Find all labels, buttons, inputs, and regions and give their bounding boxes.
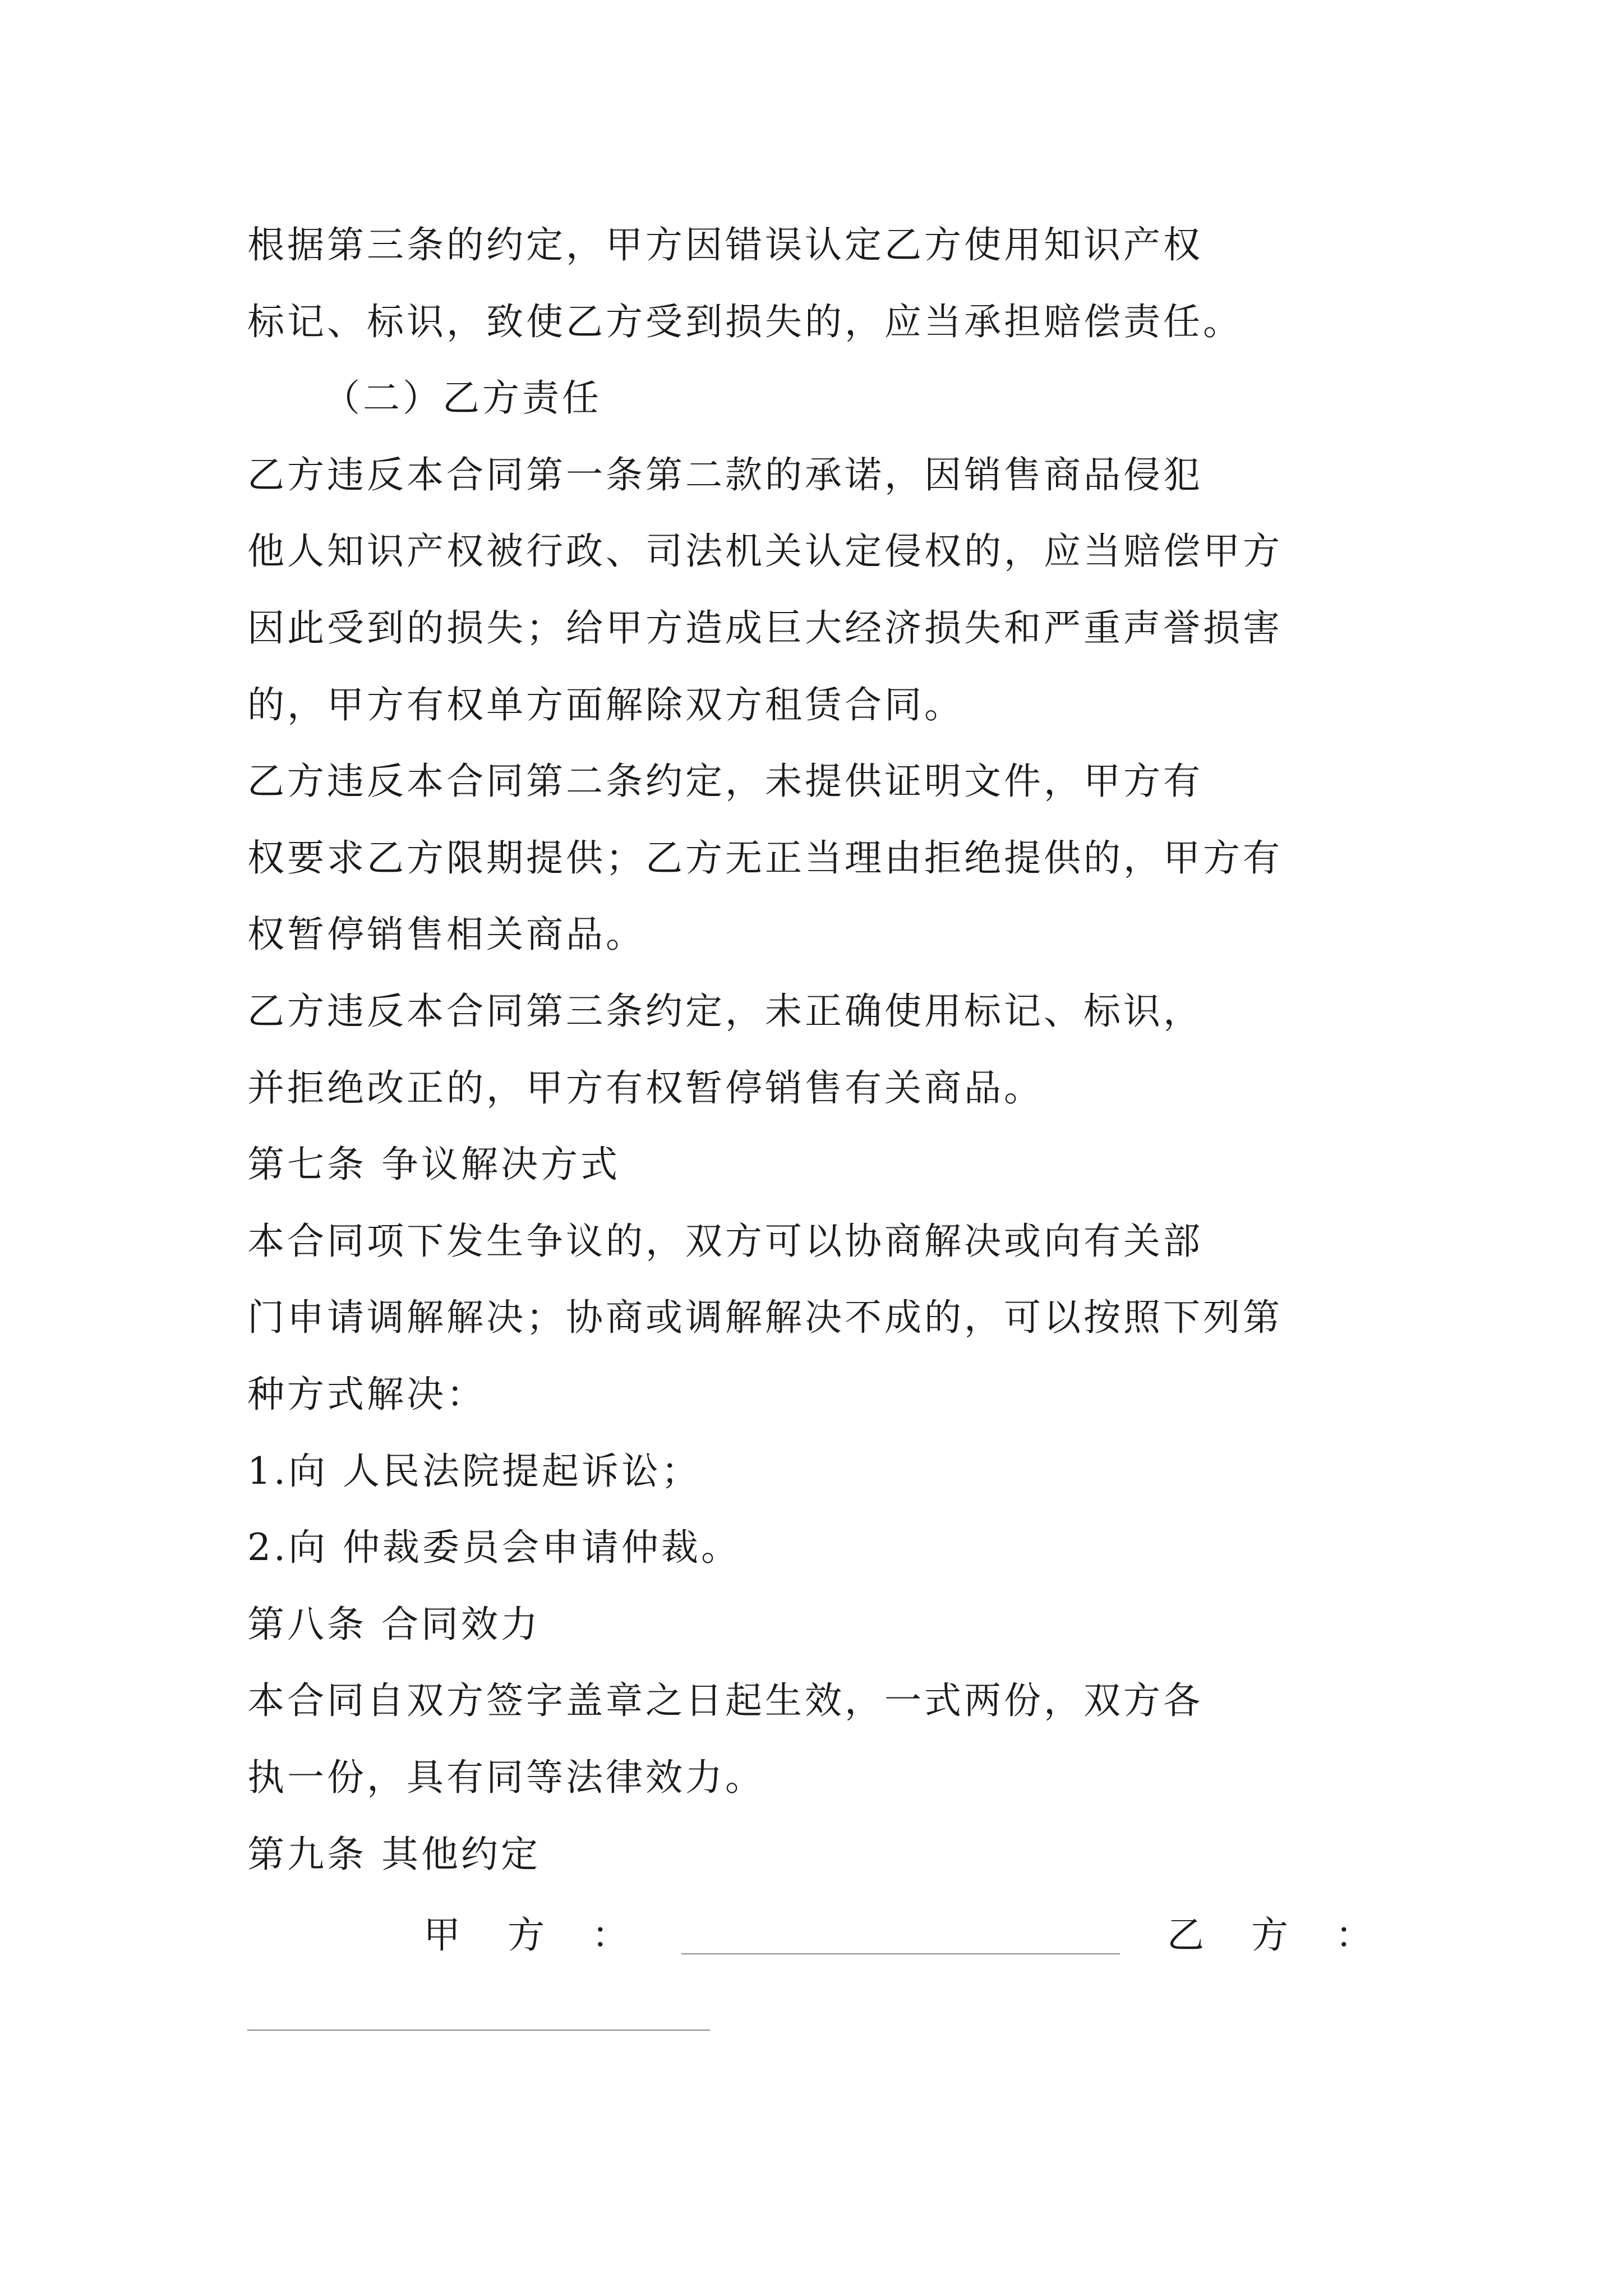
party-b-signature-line bbox=[247, 2030, 710, 2031]
party-b-colon: ： bbox=[1335, 1913, 1372, 1957]
paragraph-line: 标记、标识，致使乙方受到损失的，应当承担赔偿责任。 bbox=[247, 300, 1243, 343]
paragraph-line: 的，甲方有权单方面解除双方租赁合同。 bbox=[247, 683, 964, 726]
paragraph-line: 乙方违反本合同第一条第二款的承诺，因销售商品侵犯 bbox=[247, 453, 1203, 496]
article-heading: 第九条 其他约定 bbox=[247, 1833, 541, 1876]
party-b-char: 乙 bbox=[1167, 1913, 1204, 1957]
paragraph-line: 门申请调解解决；协商或调解解决不成的，可以按照下列第 bbox=[247, 1296, 1283, 1339]
party-b-label bbox=[1167, 1913, 1419, 1957]
party-a-char: 甲 bbox=[423, 1913, 460, 1957]
paragraph-line: 权要求乙方限期提供；乙方无正当理由拒绝提供的，甲方有 bbox=[247, 836, 1283, 880]
paragraph-line: 本合同自双方签字盖章之日起生效，一式两份，双方各 bbox=[247, 1679, 1203, 1722]
list-item: 2.向 仲裁委员会申请仲裁。 bbox=[247, 1526, 741, 1569]
list-item: 1.向 人民法院提起诉讼； bbox=[247, 1450, 701, 1493]
paragraph-line: 乙方违反本合同第三条约定，未正确使用标记、标识， bbox=[247, 990, 1203, 1033]
party-b-char: 方 bbox=[1251, 1913, 1288, 1957]
article-heading: 第八条 合同效力 bbox=[247, 1603, 541, 1646]
paragraph-line: 权暂停销售相关商品。 bbox=[247, 913, 645, 956]
party-a-signature-line bbox=[681, 1953, 1120, 1954]
section-heading: （二）乙方责任 bbox=[323, 376, 602, 420]
party-a-label bbox=[423, 1913, 676, 1957]
paragraph-line: 并拒绝改正的，甲方有权暂停销售有关商品。 bbox=[247, 1066, 1044, 1110]
party-a-colon: ： bbox=[592, 1913, 629, 1957]
paragraph-line: 本合同项下发生争议的，双方可以协商解决或向有关部 bbox=[247, 1220, 1203, 1263]
paragraph-line: 他人知识产权被行政、司法机关认定侵权的，应当赔偿甲方 bbox=[247, 530, 1283, 573]
paragraph-line: 种方式解决： bbox=[247, 1373, 486, 1416]
paragraph-line: 因此受到的损失；给甲方造成巨大经济损失和严重声誉损害 bbox=[247, 606, 1283, 650]
paragraph-line: 根据第三条的约定，甲方因错误认定乙方使用知识产权 bbox=[247, 223, 1203, 266]
party-a-char: 方 bbox=[508, 1913, 545, 1957]
paragraph-line: 乙方违反本合同第二条约定，未提供证明文件，甲方有 bbox=[247, 760, 1203, 803]
article-heading: 第七条 争议解决方式 bbox=[247, 1143, 620, 1186]
paragraph-line: 执一份，具有同等法律效力。 bbox=[247, 1756, 765, 1799]
